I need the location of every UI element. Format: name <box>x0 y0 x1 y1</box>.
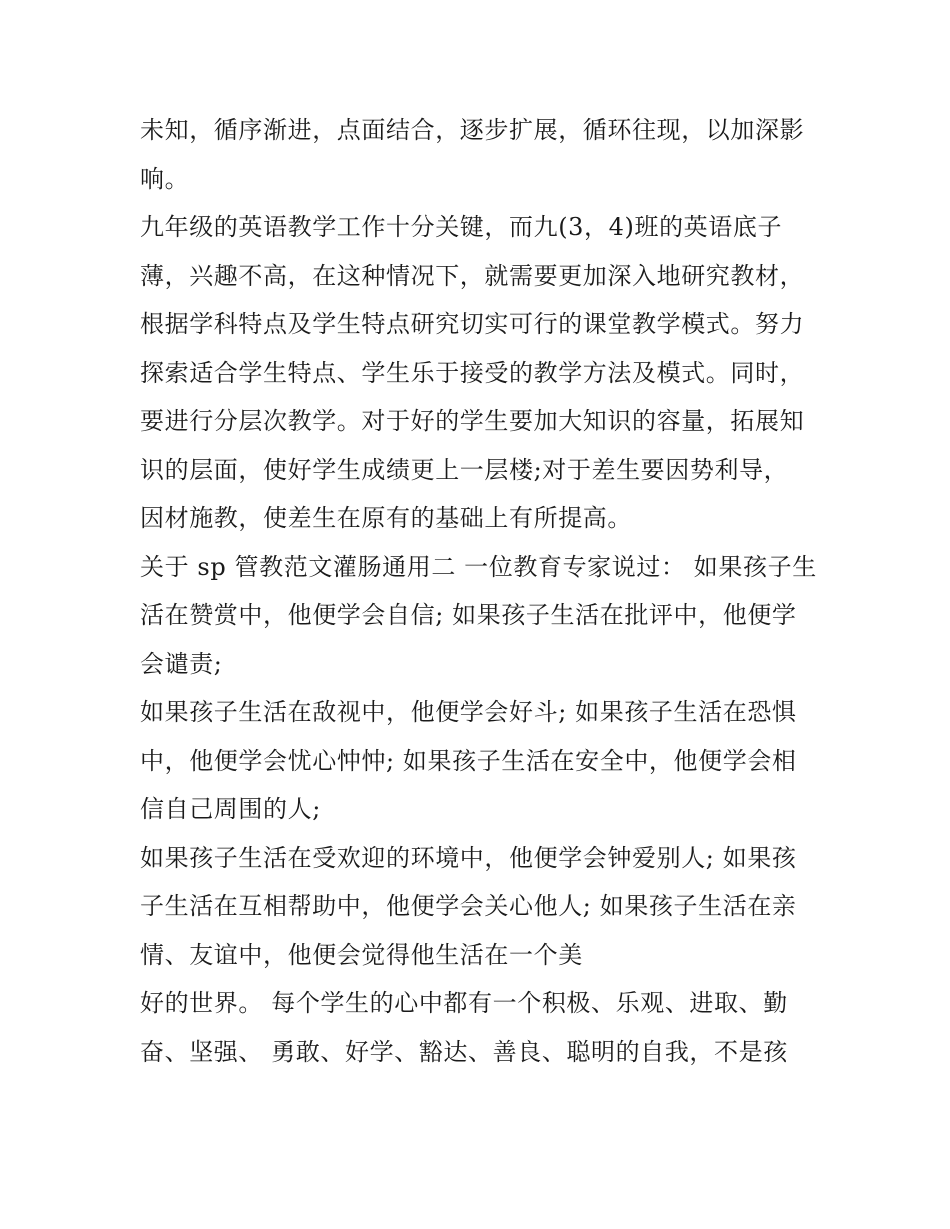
text-line: 如果孩子生活在敌视中，他便学会好斗; 如果孩子生活在恐惧 <box>140 698 797 726</box>
text-line: 响。 <box>140 164 190 193</box>
text-line: 奋、坚强、 勇敢、好学、豁达、善良、聪明的自我，不是孩 <box>140 1037 788 1066</box>
text-line: 信自己周围的人; <box>140 795 321 823</box>
text-line: 未知，循序渐进，点面结合，逐步扩展，循环往现，以加深影 <box>140 116 805 144</box>
text-line: 因材施教，使差生在原有的基础上有所提高。 <box>140 504 632 532</box>
text-line: 关于 sp 管教范文灌肠通用二 一位教育专家说过： 如果孩子生 <box>140 552 817 581</box>
text-line: 要进行分层次教学。对于好的学生要加大知识的容量，拓展知 <box>140 407 805 435</box>
text-line: 薄，兴趣不高，在这种情况下，就需要更加深入地研究教材， <box>140 261 805 290</box>
text-line: 好的世界。 每个学生的心中都有一个积极、乐观、进取、勤 <box>140 989 788 1017</box>
text-line: 活在赞赏中，他便学会自信; 如果孩子生活在批评中，他便学 <box>140 601 797 629</box>
text-line: 子生活在互相帮助中，他便学会关心他人; 如果孩子生活在亲 <box>140 892 797 920</box>
text-line: 根据学科特点及学生特点研究切实可行的课堂教学模式。努力 <box>140 310 805 338</box>
text-line: 如果孩子生活在受欢迎的环境中，他便学会钟爱别人; 如果孩 <box>140 843 797 872</box>
text-line: 情、友谊中，他便会觉得他生活在一个美 <box>140 940 583 969</box>
text-line: 会谴责; <box>140 649 223 678</box>
text-line: 识的层面，使好学生成绩更上一层楼;对于差生要因势利导， <box>140 455 789 484</box>
document-body <box>140 106 830 1076</box>
text-line: 探索适合学生特点、学生乐于接受的教学方法及模式。同时， <box>140 358 805 387</box>
text-line: 中，他便学会忧心忡忡; 如果孩子生活在安全中，他便学会相 <box>140 746 797 775</box>
text-line: 九年级的英语教学工作十分关键，而九(3，4)班的英语底子 <box>140 213 783 241</box>
